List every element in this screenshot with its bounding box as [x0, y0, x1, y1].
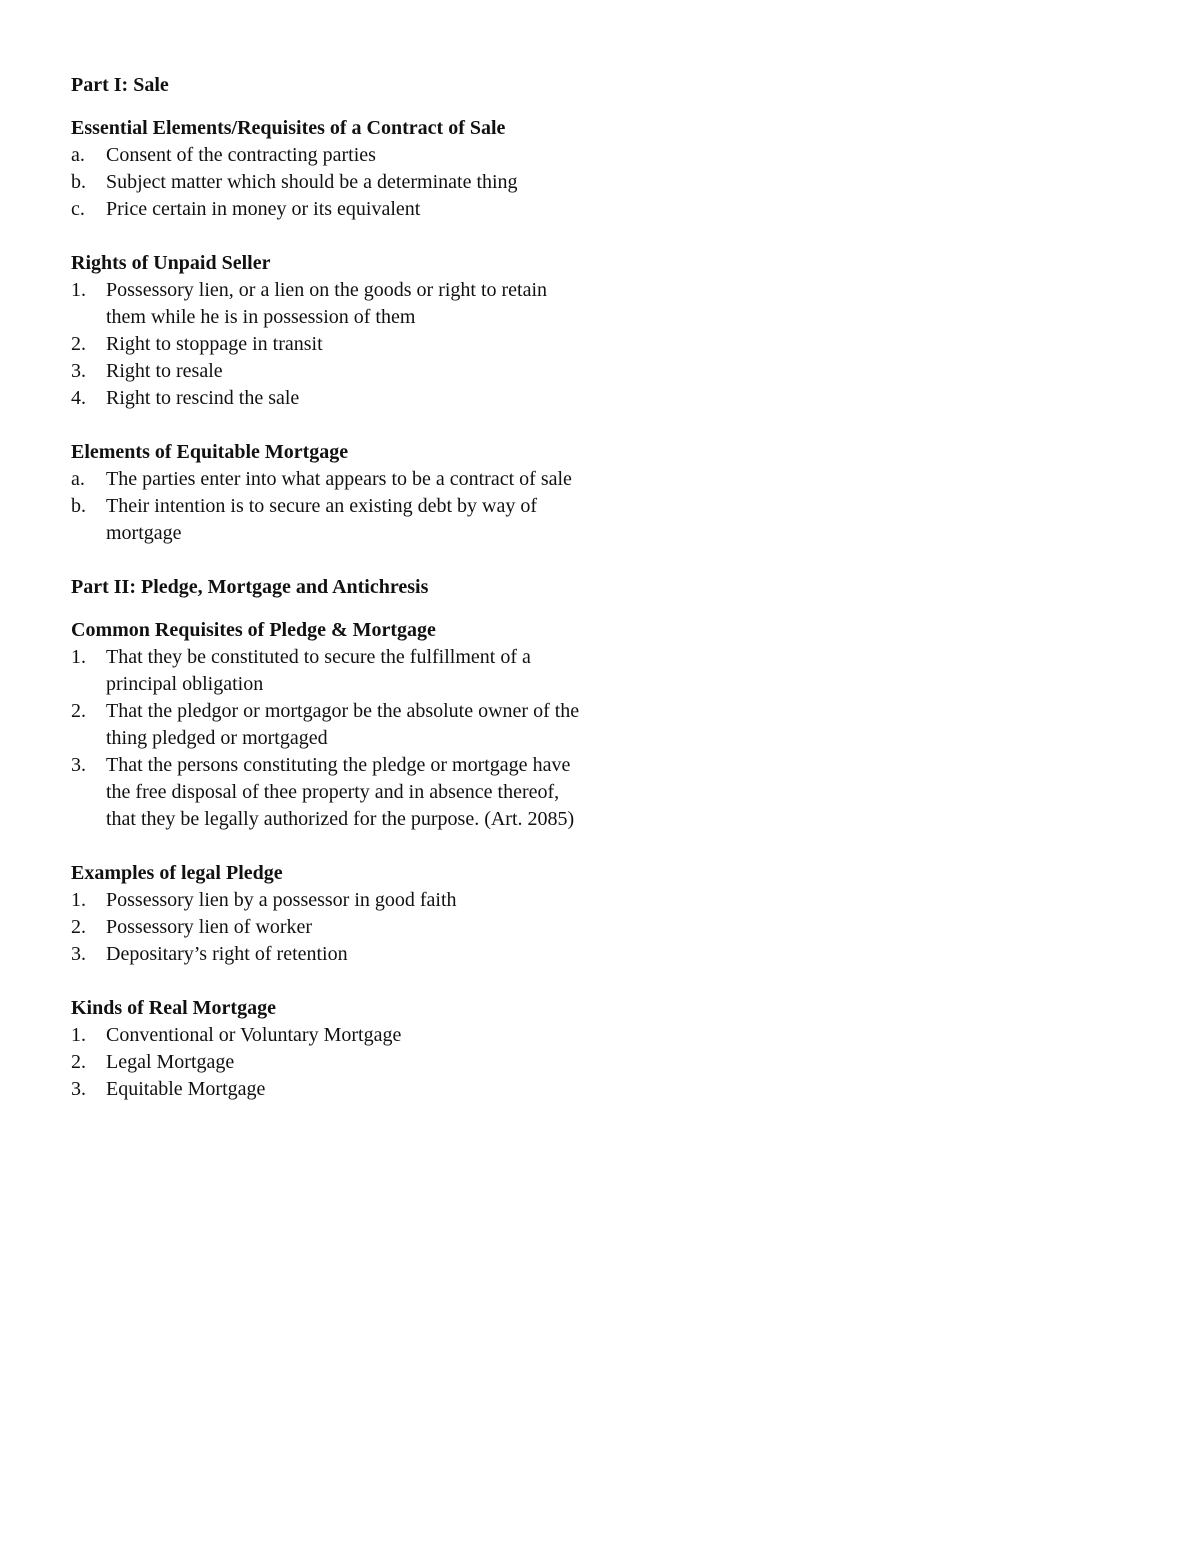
item-list — [71, 644, 581, 833]
list-item — [71, 196, 581, 223]
list-item-text: That the pledgor or mortgagor be the absolute owner of the thing pledged or mortgaged — [106, 700, 580, 749]
section-heading: Examples of legal Pledge — [71, 862, 283, 884]
part-title: Part II: Pledge, Mortgage and Antichresis — [71, 576, 429, 598]
list-marker: 4. — [71, 387, 86, 409]
list-marker: 1. — [71, 279, 86, 301]
list-marker: 3. — [71, 360, 86, 382]
item-list — [71, 1022, 581, 1103]
list-item-text: The parties enter into what appears to be a contract of sale — [106, 468, 572, 490]
list-item — [71, 142, 581, 169]
list-marker: 1. — [71, 889, 86, 911]
list-item-text: That the persons constituting the pledge or mortgage have the free disposal of thee property and in absence thereof, that they be legally authorized for the purpose. (Art. 2085) — [106, 754, 575, 830]
section-heading: Kinds of Real Mortgage — [71, 997, 276, 1019]
list-item-text: Right to stoppage in transit — [106, 333, 323, 355]
list-item-text: Right to rescind the sale — [106, 387, 300, 409]
list-marker: a. — [71, 144, 85, 166]
list-item-text: Consent of the contracting parties — [106, 144, 376, 166]
list-marker: 1. — [71, 646, 86, 668]
list-marker: a. — [71, 468, 85, 490]
list-marker: 3. — [71, 1078, 86, 1100]
section — [71, 995, 581, 1103]
section-heading: Common Requisites of Pledge & Mortgage — [71, 619, 436, 641]
list-item-text: That they be constituted to secure the fulfillment of a principal obligation — [106, 646, 531, 695]
section — [71, 439, 581, 547]
list-marker: 2. — [71, 700, 86, 722]
list-item — [71, 752, 581, 833]
list-item — [71, 385, 581, 412]
list-marker: 2. — [71, 916, 86, 938]
list-marker: 2. — [71, 1051, 86, 1073]
section — [71, 115, 581, 223]
list-item — [71, 331, 581, 358]
list-item-text: Legal Mortgage — [106, 1051, 235, 1073]
item-list — [71, 142, 581, 223]
list-item — [71, 466, 581, 493]
list-item — [71, 1049, 581, 1076]
list-item-text: Subject matter which should be a determinate thing — [106, 171, 518, 193]
list-item-text: Conventional or Voluntary Mortgage — [106, 1024, 402, 1046]
list-marker: c. — [71, 198, 85, 220]
list-marker: b. — [71, 495, 86, 517]
list-marker: b. — [71, 171, 86, 193]
list-item — [71, 914, 581, 941]
list-item-text: Right to resale — [106, 360, 223, 382]
section-heading: Essential Elements/Requisites of a Contract of Sale — [71, 117, 506, 139]
list-item — [71, 277, 581, 331]
list-item-text: Equitable Mortgage — [106, 1078, 266, 1100]
document-page — [71, 72, 581, 1130]
list-item-text: Price certain in money or its equivalent — [106, 198, 421, 220]
list-marker: 2. — [71, 333, 86, 355]
list-item — [71, 493, 581, 547]
list-item-text: Possessory lien of worker — [106, 916, 313, 938]
list-item — [71, 1076, 581, 1103]
list-item-text: Possessory lien, or a lien on the goods or right to retain them while he is in possession of them — [106, 279, 548, 328]
list-item-text: Possessory lien by a possessor in good faith — [106, 889, 457, 911]
list-marker: 3. — [71, 943, 86, 965]
list-item — [71, 1022, 581, 1049]
item-list — [71, 466, 581, 547]
section — [71, 250, 581, 412]
list-item — [71, 358, 581, 385]
item-list — [71, 887, 581, 968]
part-title: Part I: Sale — [71, 74, 169, 96]
list-item — [71, 169, 581, 196]
list-marker: 1. — [71, 1024, 86, 1046]
list-marker: 3. — [71, 754, 86, 776]
list-item — [71, 887, 581, 914]
section-heading: Rights of Unpaid Seller — [71, 252, 271, 274]
section — [71, 617, 581, 833]
list-item — [71, 698, 581, 752]
section — [71, 860, 581, 968]
list-item-text: Their intention is to secure an existing debt by way of mortgage — [106, 495, 538, 544]
item-list — [71, 277, 581, 412]
list-item — [71, 941, 581, 968]
list-item-text: Depositary’s right of retention — [106, 943, 348, 965]
section-heading: Elements of Equitable Mortgage — [71, 441, 349, 463]
list-item — [71, 644, 581, 698]
